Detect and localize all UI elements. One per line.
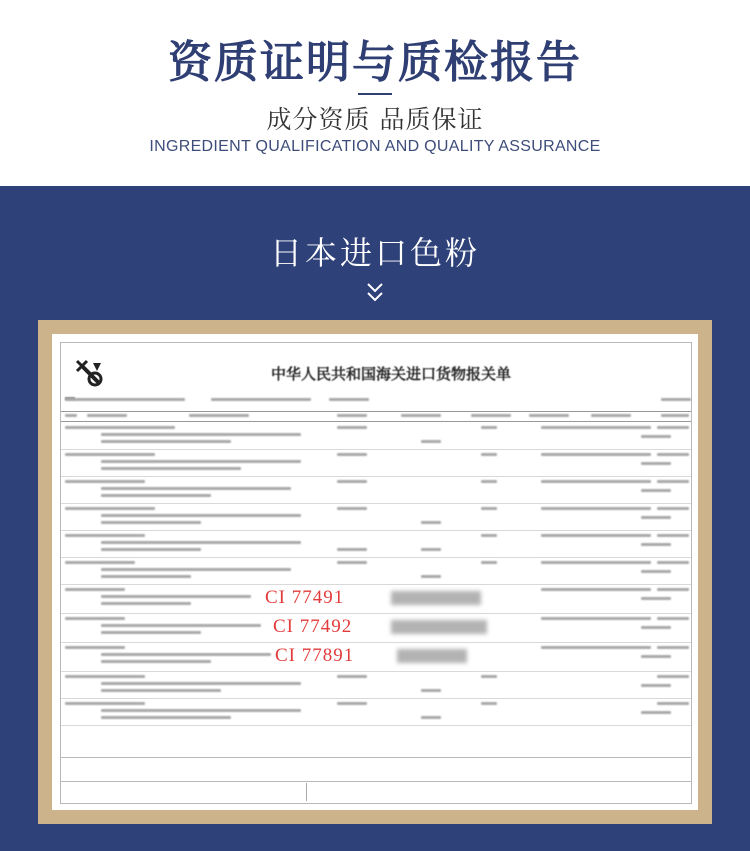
redacted-text <box>391 591 481 605</box>
column-header <box>529 414 569 417</box>
title-divider <box>358 93 392 95</box>
table-bottom-rule <box>61 757 691 758</box>
meta-line <box>211 398 311 401</box>
table-row <box>61 585 691 614</box>
table-row <box>61 423 691 450</box>
column-header <box>471 414 511 417</box>
column-header <box>337 414 367 417</box>
redacted-text <box>397 649 467 663</box>
page-title: 资质证明与质检报告 <box>168 37 582 88</box>
ingredient-code-77491: CI 77491 <box>265 587 345 608</box>
table-row <box>61 477 691 504</box>
footer-divider <box>306 783 307 801</box>
subtitle-chinese: 成分资质 品质保证 <box>266 105 484 134</box>
meta-line <box>329 398 369 401</box>
customs-declaration-document <box>52 334 698 810</box>
ingredient-code-77891: CI 77891 <box>275 645 355 666</box>
header-rule <box>61 411 691 412</box>
meta-line <box>65 398 185 401</box>
table-row <box>61 672 691 699</box>
document-title: 中华人民共和国海关进口货物报关单 <box>270 365 511 383</box>
table-footer-rule <box>61 781 691 782</box>
column-header <box>661 414 689 417</box>
header-section <box>0 0 750 186</box>
meta-line <box>661 398 691 401</box>
header-rule-bottom <box>61 421 691 422</box>
table-row <box>61 699 691 726</box>
table-row <box>61 504 691 531</box>
column-header <box>591 414 631 417</box>
column-header <box>401 414 441 417</box>
section-title: 日本进口色粉 <box>269 234 480 272</box>
table-row <box>61 450 691 477</box>
redacted-text <box>391 620 487 634</box>
goods-table <box>61 423 691 726</box>
ingredient-code-77492: CI 77492 <box>273 616 353 637</box>
stamp-seal-icon <box>73 357 105 389</box>
double-chevron-down-icon <box>366 282 384 304</box>
table-row <box>61 614 691 643</box>
table-row <box>61 531 691 558</box>
column-header <box>87 414 127 417</box>
column-header <box>189 414 249 417</box>
subtitle-english: INGREDIENT QUALIFICATION AND QUALITY ASSURANCE <box>149 138 601 155</box>
table-row <box>61 643 691 672</box>
document-border <box>60 342 692 804</box>
column-header <box>65 414 77 417</box>
table-row <box>61 558 691 585</box>
